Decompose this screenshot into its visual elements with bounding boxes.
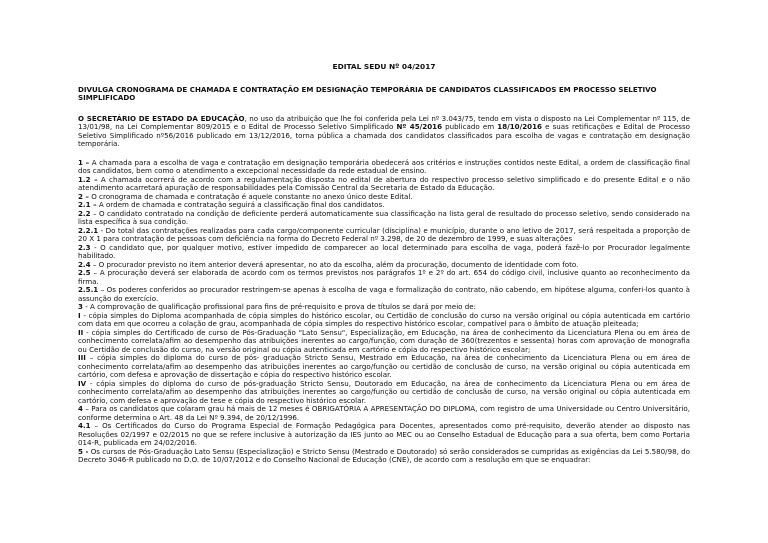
item-text: - O candidato que, por qualquer motivo, estiver impedido de comparecer ao local determinado para escolha de vaga, poderá fazê-lo por Procurador legalmente habilitado. [78,242,690,260]
item-text: Os cursos de Pós-Graduação Lato Sensu (Especialização) e Stricto Sensu (Mestrado e Doutorado) só serão considerados se cumpridas as exigências da Lei 5.580/98, do Decreto 3046-R publicado no D.O. de 10/07/2012 e do Conselho Nacional de Educação (CNE), de acordo com a resolução em que se enquadrar: [78,446,691,464]
item-3-i [78,312,690,329]
item-5 [78,448,690,465]
item-number: 5 - [78,446,89,456]
item-number: IV [78,378,87,388]
intro-text-1: , no uso da atribuição que lhe foi conferida pela Lei nº 3.043/75, tendo em vista o disposto na Lei Complementar nº 115, de 13/01/98, na Lei Complementar 809/2015 e o Edital de Processo Seletivo Simplificado [78,113,690,131]
document-title: EDITAL SEDU Nº 04/2017 [332,62,436,71]
item-text: - Do total das contratações realizadas para cada cargo/componente curricular (disciplina) e município, durante o ano letivo de 2017, será respeitada a proporção de 20 X 1 para contratação de pessoas com deficiência na forma do Decreto Federal nº 3.298, de 20 de dezembro de 1999, e suas alterações [78,225,690,243]
item-number: 4.1 [78,421,91,430]
item-number: 1.2 – [78,174,98,184]
item-number: II [78,327,84,337]
item-3-iv [78,380,690,406]
item-text: – Os poderes conferidos ao procurador restringem-se apenas à escolha de vaga e formalização do contrato, não cabendo, em hipótese alguma, conferi-los quanto à assunção do exercício. [78,285,690,303]
item-text: - cópia simples do Certificado de curso de Pós-Graduação "Lato Sensu", Especialização, em Educação, na área de conhecimento da Licenciatura Plena ou em área de conhecimento correlata/afim ao desempenho das atribuições inerentes ao cargo/função, com duração de 360(trezentos e sessenta) horas com aprovação de monografia ou Certidão de conclusão do curso, na versão original ou cópia autenticada em cartório e cópia do respectivo histórico escolar; [78,327,690,354]
item-text: – O procurador previsto no item anterior deverá apresentar, no ato da escolha, além da procuração, documento de identidade com foto. [90,259,579,269]
item-text: O cronograma de chamada e contratação é aquele constante no anexo único deste Edital. [88,191,413,201]
item-text: - cópia simples do Diploma acompanhada de cópia simples do histórico escolar, ou Certidão de conclusão do curso na versão original ou cópia autenticada em cartório com data em que ocorreu a colação de grau, acompanhada de cópia simples do respectivo histórico escolar, compatível para o âmbito de atuação pleiteada; [78,310,690,328]
item-number: III [78,353,86,362]
item-number: 2.5 [78,268,91,277]
item-2-2 [78,210,690,227]
item-2-3 [78,244,690,261]
item-2-2-1 [78,227,690,244]
item-text: – A procuração deverá ser elaborada de acordo com os termos previstos nos parágrafos 1º e 2º do art. 654 do código civil, inclusive quanto ao reconhecimento da firma. [78,268,690,286]
item-1 [78,159,690,176]
intro-paragraph [78,115,690,149]
item-number: 2.3 [78,242,91,252]
item-4 [78,405,690,422]
item-text: - A comprovação de qualificação profissional para fins de pré-requisito e prova de títulos se dará por meio de: [82,302,477,311]
item-1-2 [78,176,690,193]
item-text: – cópia simples do diploma do curso de pós- graduação Stricto Sensu, Mestrado em Educação, na área de conhecimento da Licenciatura Plena ou em área de conhecimento correlata/afim ao desempenho das atribuições inerentes ao cargo/função ou certidão de conclusão de curso, na versão original ou cópia autenticada em cartório, com defesa e aprovação de dissertação e cópia do respectivo histórico escolar. [78,353,690,379]
item-text: – O candidato contratado na condição de deficiente perderá automaticamente sua classificação na lista geral de resultado do processo seletivo, sendo considerado na lista específica à sua condição. [78,208,690,226]
item-text: A ordem de chamada e contratação seguirá a classificação final dos candidatos. [96,200,385,209]
intro-text-3: e suas retificações e Edital de Processo Seletivo Simplificado nº56/2016 publicado em 13/12/2016, torna pública a chamada dos candidatos classificados para escolha de vagas e contratação em designação temporária. [78,122,691,148]
item-4-1 [78,422,690,448]
intro-edital-number: Nº 45/2016 [396,122,443,131]
item-3-iii [78,354,690,380]
item-text: A chamada ocorrerá de acordo com a regulamentação disposta no edital de abertura do respectivo processo seletivo simplificado e do presente Edital e o não atendimento acarretará apuração de responsabilidades pela Comissão Central da Secretaria de Estado da Educação. [78,174,690,192]
item-number: 2.1 – [78,200,97,209]
item-text: – Os Certificados do Curso do Programa Especial de Formação Pedagógica para Docentes, apresentados como pré-requisito, deverão atender ao disposto nas Resoluções 02/1997 e 02/2015 no que se refere inclusive à autorização da IES junto ao MEC ou ao Conselho Estadual de Educação para a sua oferta, bem como Portaria 014-R, publicada em 24/02/2016. [78,421,690,447]
item-2-5 [78,269,690,286]
items-list [78,159,690,465]
item-3-ii [78,329,690,355]
item-text: A chamada para a escolha de vaga e contratação em designação temporária obedecerá aos critérios e instruções contidos neste Edital, a ordem de classificação final dos candidatos, bem como o atendimento a excepcional necessidade da rede estadual de ensino. [78,157,691,175]
item-number: 2 – [78,191,89,201]
intro-text-2: publicado em [442,122,498,131]
item-text: – Para os candidatos que colaram grau há mais de 12 meses é OBRIGATÓRIA A APRESENTAÇÃO DO DIPLOMA, com registro de uma Universidade ou Centro Universitário, conforme determina o Art. 48 da Lei Nº 9.394, de 20/12/1996. [78,404,690,422]
item-number: 4 [78,404,83,413]
item-2-5-1 [78,286,690,303]
item-number: 2.2.1 [78,225,99,235]
item-number: 2.2 [78,208,91,218]
item-number: 3 [78,302,83,311]
item-number: 2.4 [78,259,91,269]
item-number: 1 – [78,157,90,167]
item-number: I [78,310,81,320]
item-text: - cópia simples do diploma do curso de pós-graduação Stricto Sensu, Doutorado em Educação, na área de conhecimento da Licenciatura Plena ou em área de conhecimento correlata/afim ao desempenho das atribuições inerentes ao cargo/função ou certidão de conclusão de curso, na versão original ou cópia autenticada em cartório, com defesa e aprovação de tese e cópia do respectivo histórico escolar. [78,378,690,405]
intro-publication-date: 18/10/2016 [497,122,542,131]
intro-lead: O SECRETÁRIO DE ESTADO DA EDUCAÇÃO [78,113,245,123]
item-number: 2.5.1 [78,285,99,294]
document-subtitle: DIVULGA CRONOGRAMA DE CHAMADA E CONTRATAÇÃO EM DESIGNAÇÃO TEMPORÁRIA DE CANDIDATOS CLASSIFICADOS EM PROCESSO SELETIVO SIMPLIFICADO [78,84,657,102]
